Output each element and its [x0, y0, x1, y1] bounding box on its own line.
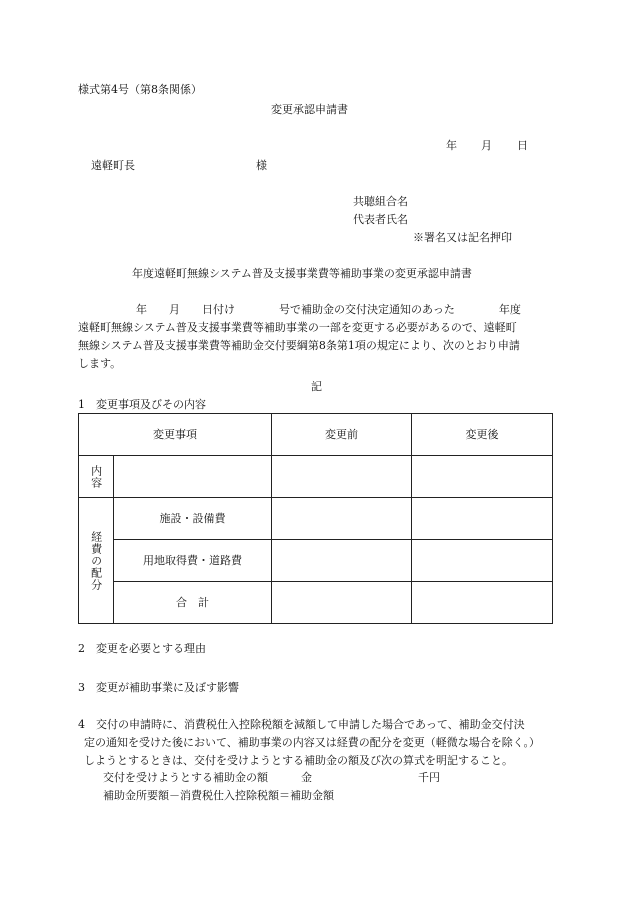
budget-item-facility: 施設・設備費 — [114, 498, 272, 540]
amount-label: 交付を受けようとする補助金の額 — [103, 771, 268, 784]
union-name-label: 共聴組合名 — [353, 195, 408, 208]
section3-heading: 3 変更が補助事業に及ぼす影響 — [78, 681, 239, 694]
header-change-item: 変更事項 — [79, 414, 272, 456]
recipient-name: 遠軽町長 — [91, 159, 135, 172]
date-month-label: 月 — [481, 139, 492, 152]
recipient-honorific: 様 — [256, 159, 267, 172]
section2-heading: 2 変更を必要とする理由 — [78, 642, 206, 655]
table-row-total — [79, 582, 553, 624]
ki-marker: 記 — [311, 380, 322, 393]
row-label-content: 内容 — [79, 456, 114, 498]
content-before-cell — [272, 456, 412, 498]
table-row-facility — [79, 498, 553, 540]
total-before-cell — [272, 582, 412, 624]
date-day-label: 日 — [517, 139, 528, 152]
content-cell — [114, 456, 272, 498]
total-after-cell — [412, 582, 553, 624]
facility-after-cell — [412, 498, 553, 540]
row-label-budget: 経費の配分 — [79, 498, 114, 624]
land-before-cell — [272, 540, 412, 582]
form-number: 様式第4号（第8条関係） — [78, 83, 202, 96]
land-after-cell — [412, 540, 553, 582]
table-row-content — [79, 456, 553, 498]
facility-before-cell — [272, 498, 412, 540]
budget-item-land: 用地取得費・道路費 — [114, 540, 272, 582]
representative-label: 代表者氏名 — [353, 213, 408, 226]
formula: 補助金所要額－消費税仕入控除税額＝補助金額 — [103, 789, 334, 802]
section4-paragraph — [78, 716, 556, 770]
section4-line-3: しようとするときは、交付を受けようとする補助金の額及び次の算式を明記すること。 — [84, 754, 513, 767]
section1-heading: 1 変更事項及びその内容 — [78, 398, 206, 411]
body-line-4: します。 — [78, 357, 122, 370]
subject-line: 年度遠軽町無線システム普及支援事業費等補助事業の変更承認申請書 — [132, 267, 472, 280]
change-table — [78, 413, 553, 624]
signature-note: ※署名又は記名押印 — [413, 231, 512, 244]
body-line-3: 無線システム普及支援事業費等補助金交付要綱第8条第1項の規定により、次のとおり申請 — [78, 339, 520, 352]
amount-kin: 金 — [301, 771, 312, 784]
header-before: 変更前 — [272, 414, 412, 456]
amount-unit: 千円 — [418, 771, 440, 784]
budget-item-total: 合 計 — [114, 582, 272, 624]
body-line-1: 年 月 日付け 号で補助金の交付決定通知のあった 年度 — [136, 303, 521, 316]
body-paragraph — [78, 301, 556, 373]
section4-line-2: 定の通知を受けた後において、補助事業の内容又は経費の配分を変更（軽微な場合を除く。） — [84, 736, 541, 749]
table-row-land — [79, 540, 553, 582]
body-line-2: 遠軽町無線システム普及支援事業費等補助事業の一部を変更する必要があるので、遠軽町 — [78, 321, 517, 334]
table-header-row — [79, 414, 553, 456]
header-after: 変更後 — [412, 414, 553, 456]
date-year-label: 年 — [446, 139, 457, 152]
section4-line-1: 4 交付の申請時に、消費税仕入控除税額を減額して申請した場合であって、補助金交付決 — [78, 718, 525, 731]
document-title: 変更承認申請書 — [271, 103, 348, 116]
content-after-cell — [412, 456, 553, 498]
